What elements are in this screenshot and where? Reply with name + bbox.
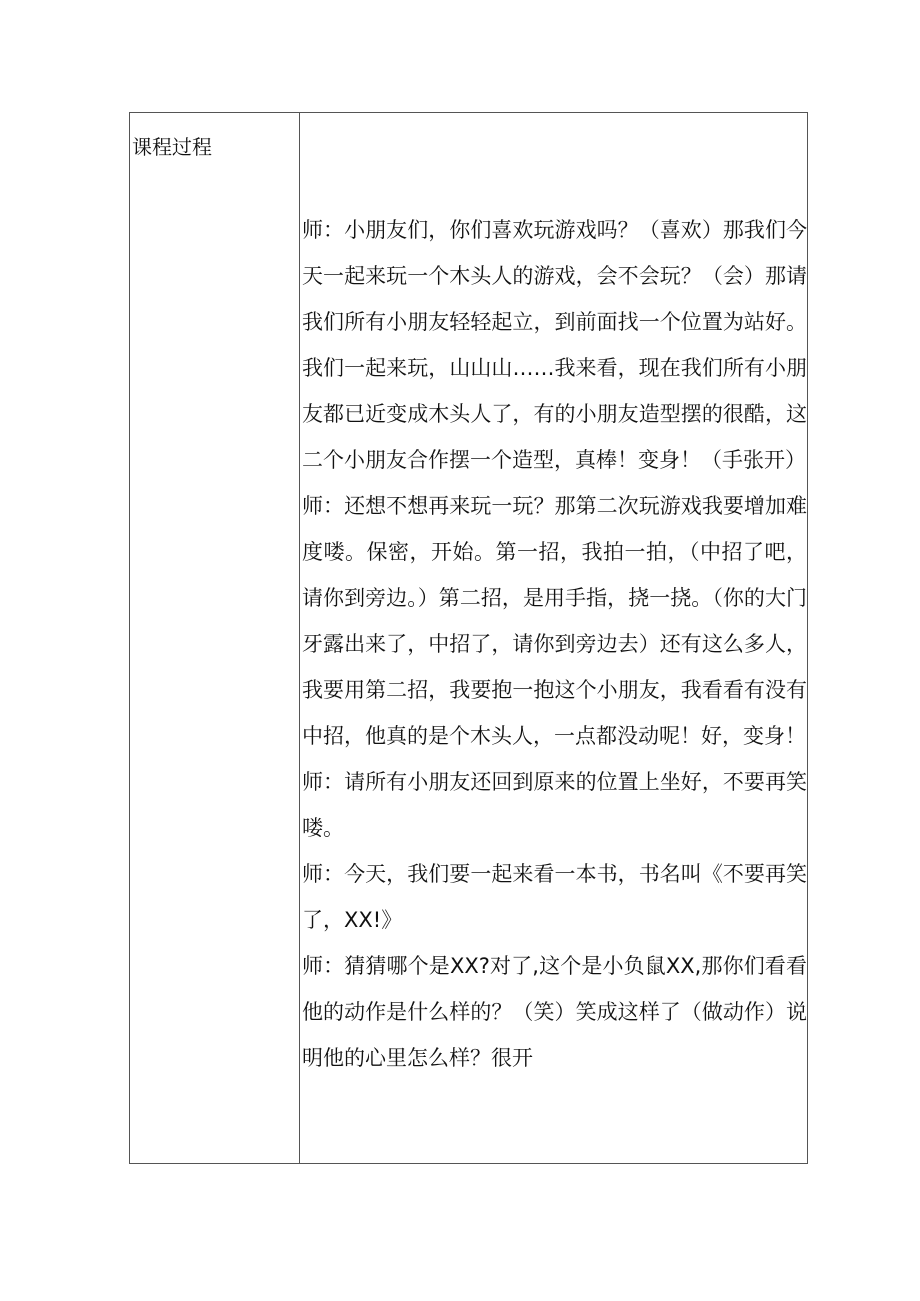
paragraph-second-game: 师：还想不想再来玩一玩？那第二次玩游戏我要增加难度喽。保密，开始。第一招，我拍一拍，（中招了吧，请你到旁边。）第二招，是用手指，挠一挠。（你的大门牙露出来了，中招了，请你到旁边去）还有这么多人，我要用第二招，我要抱一抱这个小朋友，我看看有没有中招，他真的是个木头人，一点都没动呢！好，变身！ <box>302 494 807 748</box>
paragraph-guess: 师：猜猜哪个是XX?对了,这个是小负鼠XX,那你们看看他的动作是什么样的？（笑）笑成这样了（做动作）说明他的心里怎么样？很开 <box>302 954 807 1070</box>
content-cell <box>300 113 808 1164</box>
paragraph-game-intro: 师：小朋友们，你们喜欢玩游戏吗？（喜欢）那我们今天一起来玩一个木头人的游戏，会不会玩？（会）那请我们所有小朋友轻轻起立，到前面找一个位置为站好。我们一起来玩，山山山……我来看，现在我们所有小朋友都已近变成木头人了，有的小朋友造型摆的很酷，这二个小朋友合作摆一个造型，真棒！变身！（手张开） <box>302 218 807 472</box>
lesson-table <box>129 112 808 1164</box>
paragraph-book-title: 师：今天，我们要一起来看一本书，书名叫《不要再笑了，XX!》 <box>302 862 807 932</box>
section-label: 课程过程 <box>132 135 212 159</box>
paragraph-sit-down: 师：请所有小朋友还回到原来的位置上坐好，不要再笑喽。 <box>302 770 807 840</box>
table-row <box>130 113 808 1164</box>
lesson-content <box>300 113 807 1081</box>
label-cell <box>130 113 300 1164</box>
